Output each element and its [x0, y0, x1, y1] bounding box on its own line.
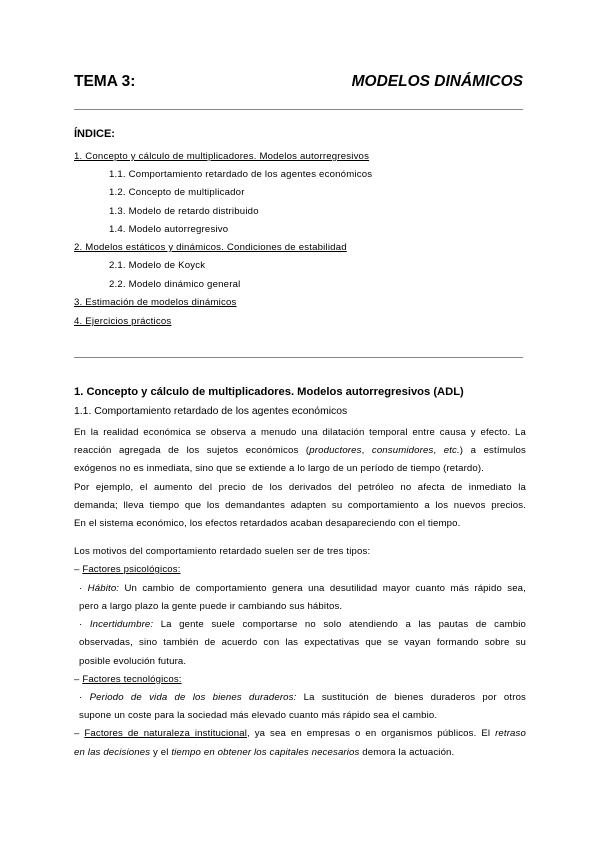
toc-entry-1-1[interactable]: 1.1. Comportamiento retardado de los agentes económicos: [109, 169, 373, 180]
paragraph-line: exógenos no es inmediata, sino que se extiende a lo largo de un período de tiempo (retardo).: [74, 463, 485, 474]
list-item: – Factores tecnológicos:: [74, 674, 182, 685]
toc-entry-1-2[interactable]: 1.2. Concepto de multiplicador: [109, 187, 245, 198]
toc-entry-1[interactable]: 1. Concepto y cálculo de multiplicadores. Modelos autorregresivos: [74, 151, 370, 162]
topic-number: TEMA 3:: [74, 73, 136, 90]
subsection-title: 1.1. Comportamiento retardado de los agentes económicos: [74, 406, 348, 417]
list-item-line: en las decisiones y el tiempo en obtener los capitales necesarios demora la actuación.: [74, 747, 455, 758]
toc-entry-3[interactable]: 3. Estimación de modelos dinámicos: [74, 297, 237, 308]
toc-entry-1-3[interactable]: 1.3. Modelo de retardo distribuido: [109, 206, 259, 217]
list-item: · Incertidumbre: La gente suele comportarse no solo atendiendo a las pautas de cambio: [79, 619, 526, 630]
paragraph-line: En la realidad económica se observa a menudo una dilatación temporal entre causa y efecto. La: [74, 427, 526, 438]
paragraph-line: En el sistema económico, los efectos retardados acaban desapareciendo con el tiempo.: [74, 518, 461, 529]
index-divider: [74, 357, 523, 358]
list-item: – Factores psicológicos:: [74, 564, 181, 575]
list-item-line: pero a largo plazo la gente puede ir cambiando sus hábitos.: [79, 601, 343, 612]
topic-title: MODELOS DINÁMICOS: [351, 73, 523, 90]
list-item: – Factores de naturaleza institucional, ya sea en empresas o en organismos públicos. El retraso: [74, 728, 526, 739]
header-divider: [74, 109, 523, 110]
index-title: ÍNDICE:: [74, 128, 115, 140]
paragraph-line: Por ejemplo, el aumento del precio de los derivados del petróleo no afecta de inmediato la: [74, 482, 526, 493]
toc-entry-4[interactable]: 4. Ejercicios prácticos: [74, 316, 172, 327]
toc-entry-2[interactable]: 2. Modelos estáticos y dinámicos. Condiciones de estabilidad: [74, 242, 347, 253]
paragraph-line: reacción agregada de los sujetos económicos (productores, consumidores, etc.) a estímulos: [74, 445, 526, 456]
list-item-line: supone un coste para la sociedad más elevado cuanto más rápido sea el cambio.: [79, 710, 438, 721]
toc-entry-2-1[interactable]: 2.1. Modelo de Koyck: [109, 260, 206, 271]
paragraph-line: Los motivos del comportamiento retardado suelen ser de tres tipos:: [74, 546, 371, 557]
section-title: 1. Concepto y cálculo de multiplicadores. Modelos autorregresivos (ADL): [74, 386, 464, 398]
list-item-line: posible evolución futura.: [79, 656, 187, 667]
list-item: · Hábito: Un cambio de comportamiento genera una desutilidad mayor cuanto más rápido sea,: [79, 583, 526, 594]
paragraph-line: demanda; lleva tiempo que los demandantes adapten su comportamiento a los nuevos precios.: [74, 500, 526, 511]
toc-entry-2-2[interactable]: 2.2. Modelo dinámico general: [109, 279, 241, 290]
list-item: · Periodo de vida de los bienes duraderos: La sustitución de bienes duraderos por otros: [79, 692, 526, 703]
toc-entry-1-4[interactable]: 1.4. Modelo autorregresivo: [109, 224, 229, 235]
list-item-line: observadas, sino también de acuerdo con las expectativas que se vayan formando sobre su: [79, 637, 526, 648]
page-header: [74, 73, 523, 95]
